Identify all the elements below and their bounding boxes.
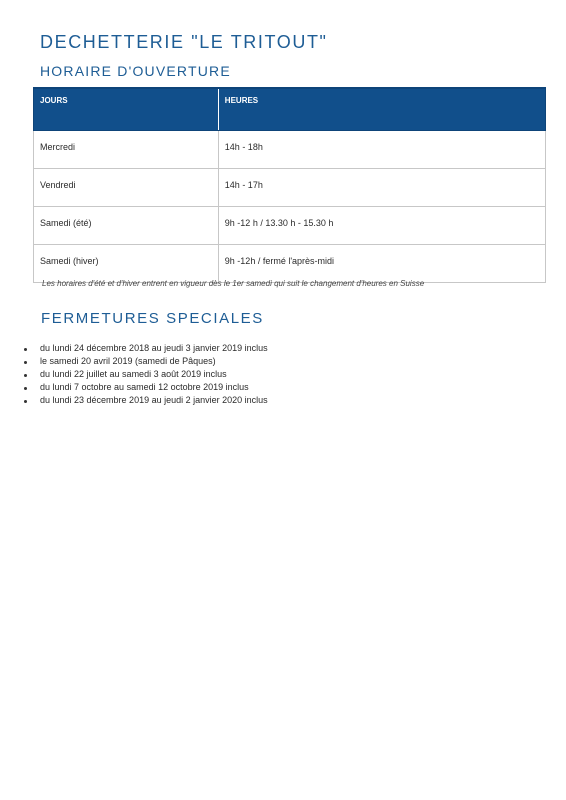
hours-cell: 9h -12 h / 13.30 h - 15.30 h bbox=[218, 207, 545, 245]
list-item bbox=[22, 343, 492, 356]
bullet-icon bbox=[24, 374, 27, 377]
hours-cell: 14h - 18h bbox=[218, 131, 545, 169]
list-item bbox=[22, 395, 492, 408]
table-row bbox=[34, 245, 546, 283]
closure-text: le samedi 20 avril 2019 (samedi de Pâques) bbox=[40, 356, 216, 366]
hours-column-header: HEURES bbox=[218, 88, 545, 131]
closure-text: du lundi 22 juillet au samedi 3 août 2019 inclus bbox=[40, 369, 227, 379]
list-item bbox=[22, 382, 492, 395]
table-row bbox=[34, 131, 546, 169]
bullet-icon bbox=[24, 400, 27, 403]
closure-text: du lundi 23 décembre 2019 au jeudi 2 janvier 2020 inclus bbox=[40, 395, 268, 405]
day-cell: Vendredi bbox=[34, 169, 219, 207]
bullet-icon bbox=[24, 348, 27, 351]
document-title: DECHETTERIE "LE TRITOUT" bbox=[40, 32, 328, 52]
day-cell: Samedi (été) bbox=[34, 207, 219, 245]
bullet-icon bbox=[24, 387, 27, 390]
opening-hours-table bbox=[33, 87, 546, 283]
hours-cell: 14h - 17h bbox=[218, 169, 545, 207]
table-row bbox=[34, 169, 546, 207]
hours-cell: 9h -12h / fermé l'après-midi bbox=[218, 245, 545, 283]
table-header-row bbox=[34, 88, 546, 131]
closure-text: du lundi 24 décembre 2018 au jeudi 3 janvier 2019 inclus bbox=[40, 343, 268, 353]
bullet-icon bbox=[24, 361, 27, 364]
day-cell: Samedi (hiver) bbox=[34, 245, 219, 283]
special-closures-heading: FERMETURES SPECIALES bbox=[41, 310, 264, 327]
table-row bbox=[34, 207, 546, 245]
opening-hours-heading: HORAIRE D'OUVERTURE bbox=[40, 63, 231, 79]
day-cell: Mercredi bbox=[34, 131, 219, 169]
list-item bbox=[22, 356, 492, 369]
days-column-header: JOURS bbox=[34, 88, 219, 131]
seasonal-hours-note: Les horaires d'été et d'hiver entrent en vigueur dès le 1er samedi qui suit le changement d'heures en Suisse bbox=[42, 279, 425, 288]
list-item bbox=[22, 369, 492, 382]
special-closures-list bbox=[22, 343, 492, 408]
closure-text: du lundi 7 octobre au samedi 12 octobre 2019 inclus bbox=[40, 382, 249, 392]
